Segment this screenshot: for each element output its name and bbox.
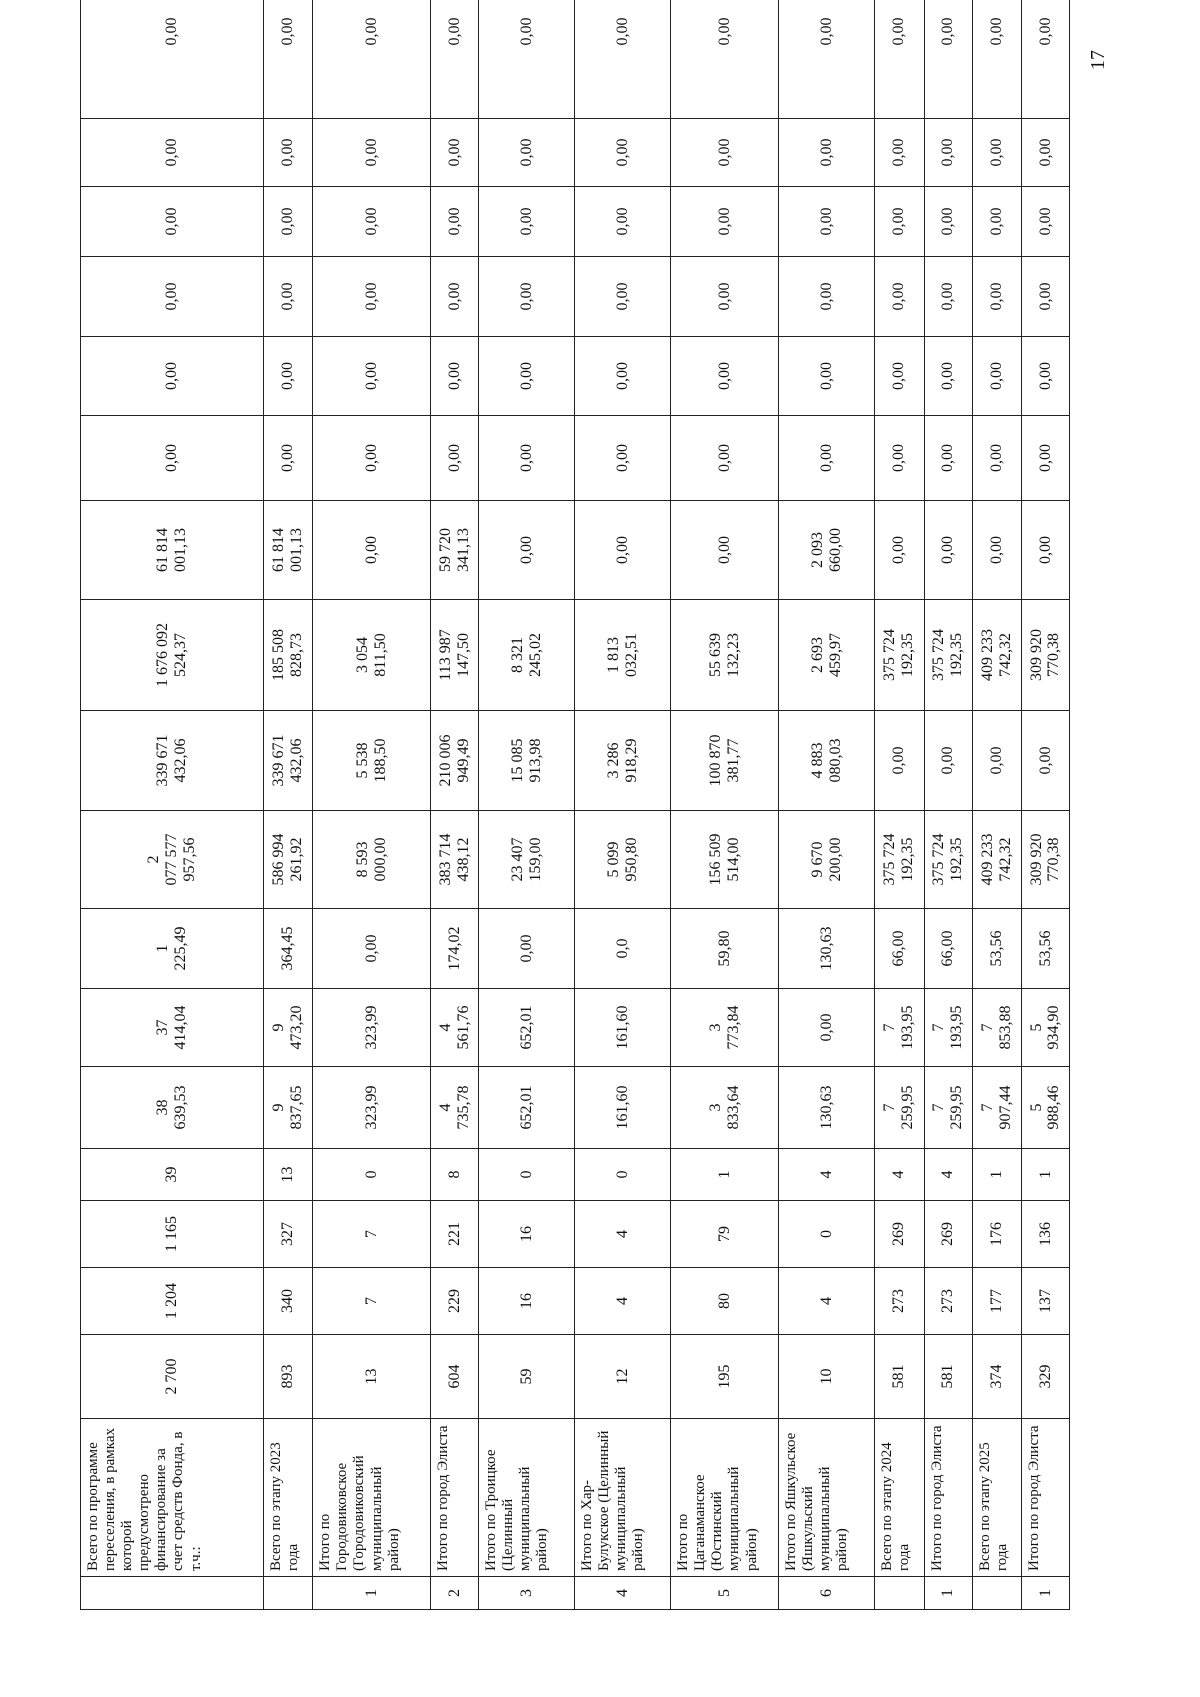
value-cell: 0,00 [924,257,972,337]
row-number-cell [972,1577,1021,1610]
value-cell: 1 [972,1149,1021,1201]
value-cell: 9 473,20 [263,989,312,1067]
value-cell: 174,02 [431,909,479,989]
row-number-cell: 5 [671,1577,779,1610]
value-cell: 79 [671,1201,779,1268]
value-cell: 0,00 [779,0,875,119]
value-cell: 1 676 092 524,37 [81,600,264,711]
value-cell: 0,00 [1021,711,1069,811]
value-cell: 0,00 [431,119,479,187]
row-name-cell: Итого по город Элиста [431,1419,479,1577]
table-row [972,0,1021,1610]
row-name-cell: Итого по город Элиста [1021,1419,1069,1577]
value-cell: 13 [313,1335,431,1419]
value-cell: 5 988,46 [1021,1067,1069,1149]
value-cell: 893 [263,1335,312,1419]
value-cell: 176 [972,1201,1021,1268]
value-cell: 375 724 192,35 [875,600,924,711]
value-cell: 4 883 080,03 [779,711,875,811]
value-cell: 3 286 918,29 [575,711,671,811]
value-cell: 4 [779,1268,875,1335]
value-cell: 3 833,64 [671,1067,779,1149]
row-number-cell: 6 [779,1577,875,1610]
value-cell: 0,00 [431,187,479,257]
row-number-cell [875,1577,924,1610]
value-cell: 0,00 [671,501,779,600]
row-number-cell: 1 [924,1577,972,1610]
value-cell: 0,00 [1021,0,1069,119]
value-cell: 0,00 [671,119,779,187]
value-cell: 13 [263,1149,312,1201]
value-cell: 7 853,88 [972,989,1021,1067]
value-cell: 5 538 188,50 [313,711,431,811]
value-cell: 581 [924,1335,972,1419]
value-cell: 0,00 [479,416,575,501]
value-cell: 210 006 949,49 [431,711,479,811]
value-cell: 0,00 [263,337,312,416]
value-cell: 4 [875,1149,924,1201]
value-cell: 0,00 [875,501,924,600]
value-cell: 130,63 [779,1067,875,1149]
value-cell: 0,00 [263,416,312,501]
value-cell: 0,00 [479,501,575,600]
row-name-cell: Всего по этапу 2025 года [972,1419,1021,1577]
value-cell: 0,00 [924,416,972,501]
value-cell: 0,00 [875,0,924,119]
value-cell: 37 414,04 [81,989,264,1067]
value-cell: 0,00 [875,337,924,416]
value-cell: 221 [431,1201,479,1268]
value-cell: 0,00 [431,257,479,337]
row-number-cell: 1 [313,1577,431,1610]
value-cell: 0,00 [575,337,671,416]
value-cell: 309 920 770,38 [1021,600,1069,711]
value-cell: 156 509 514,00 [671,811,779,909]
row-number-cell: 4 [575,1577,671,1610]
value-cell: 0,00 [81,187,264,257]
value-cell: 7 259,95 [875,1067,924,1149]
table-row [431,0,479,1610]
value-cell: 7 [313,1201,431,1268]
table-row [479,0,575,1610]
value-cell: 0,00 [779,119,875,187]
value-cell: 0,00 [779,257,875,337]
value-cell: 0,00 [924,187,972,257]
value-cell: 10 [779,1335,875,1419]
value-cell: 586 994 261,92 [263,811,312,909]
value-cell: 0,00 [431,0,479,119]
value-cell: 409 233 742,32 [972,600,1021,711]
value-cell: 5 099 950,80 [575,811,671,909]
value-cell: 0,00 [779,989,875,1067]
value-cell: 66,00 [875,909,924,989]
value-cell: 0,00 [924,501,972,600]
value-cell: 0,00 [972,187,1021,257]
value-cell: 0,00 [924,337,972,416]
value-cell: 136 [1021,1201,1069,1268]
value-cell: 2 077 577 957,56 [81,811,264,909]
value-cell: 0,00 [779,416,875,501]
value-cell: 0,00 [479,257,575,337]
value-cell: 0,00 [875,119,924,187]
table-row [575,0,671,1610]
value-cell: 652,01 [479,1067,575,1149]
value-cell: 130,63 [779,909,875,989]
value-cell: 0 [313,1149,431,1201]
rotated-table-container [80,17,1070,1610]
value-cell: 0,00 [479,909,575,989]
value-cell: 375 724 192,35 [924,600,972,711]
value-cell: 2 700 [81,1335,264,1419]
value-cell: 4 [575,1201,671,1268]
value-cell: 323,99 [313,989,431,1067]
value-cell: 273 [875,1268,924,1335]
value-cell: 16 [479,1268,575,1335]
value-cell: 4 [779,1149,875,1201]
value-cell: 0,00 [575,501,671,600]
value-cell: 0,00 [875,416,924,501]
value-cell: 9 837,65 [263,1067,312,1149]
value-cell: 1 813 032,51 [575,600,671,711]
value-cell: 339 671 432,06 [81,711,264,811]
value-cell: 66,00 [924,909,972,989]
value-cell: 0,00 [575,257,671,337]
value-cell: 364,45 [263,909,312,989]
value-cell: 409 233 742,32 [972,811,1021,909]
value-cell: 374 [972,1335,1021,1419]
value-cell: 0,00 [313,501,431,600]
value-cell: 7 259,95 [924,1067,972,1149]
value-cell: 383 714 438,12 [431,811,479,909]
value-cell: 3 054 811,50 [313,600,431,711]
value-cell: 604 [431,1335,479,1419]
value-cell: 53,56 [972,909,1021,989]
value-cell: 0,00 [313,337,431,416]
value-cell: 4 [924,1149,972,1201]
value-cell: 0,0 [575,909,671,989]
table-row [875,0,924,1610]
value-cell: 0,00 [1021,337,1069,416]
value-cell: 1 [671,1149,779,1201]
value-cell: 339 671 432,06 [263,711,312,811]
value-cell: 0,00 [313,257,431,337]
value-cell: 0 [575,1149,671,1201]
row-number-cell [263,1577,312,1610]
value-cell: 0,00 [875,711,924,811]
value-cell: 0,00 [875,257,924,337]
value-cell: 0,00 [779,187,875,257]
value-cell: 55 639 132,23 [671,600,779,711]
value-cell: 0,00 [1021,187,1069,257]
table-row [924,0,972,1610]
value-cell: 12 [575,1335,671,1419]
value-cell: 15 085 913,98 [479,711,575,811]
row-name-cell: Итого по Городовиковское (Городовиковский муниципальный район) [313,1419,431,1577]
value-cell: 0,00 [671,416,779,501]
value-cell: 0,00 [479,337,575,416]
value-cell: 0,00 [263,187,312,257]
value-cell: 195 [671,1335,779,1419]
value-cell: 61 814 001,13 [263,501,312,600]
value-cell: 0,00 [313,909,431,989]
value-cell: 269 [924,1201,972,1268]
table-row [1021,0,1069,1610]
value-cell: 0,00 [1021,119,1069,187]
value-cell: 0,00 [81,0,264,119]
value-cell: 229 [431,1268,479,1335]
value-cell: 0,00 [575,119,671,187]
value-cell: 0,00 [575,0,671,119]
value-cell: 0,00 [972,711,1021,811]
value-cell: 59 [479,1335,575,1419]
value-cell: 7 [313,1268,431,1335]
value-cell: 38 639,53 [81,1067,264,1149]
value-cell: 0,00 [575,416,671,501]
value-cell: 0,00 [875,187,924,257]
value-cell: 581 [875,1335,924,1419]
value-cell: 329 [1021,1335,1069,1419]
value-cell: 137 [1021,1268,1069,1335]
value-cell: 9 670 200,00 [779,811,875,909]
row-name-cell: Всего по этапу 2024 года [875,1419,924,1577]
row-number-cell [81,1577,264,1610]
value-cell: 0,00 [924,0,972,119]
value-cell: 0,00 [263,119,312,187]
value-cell: 7 907,44 [972,1067,1021,1149]
value-cell: 8 321 245,02 [479,600,575,711]
value-cell: 340 [263,1268,312,1335]
value-cell: 309 920 770,38 [1021,811,1069,909]
value-cell: 0,00 [479,119,575,187]
resettlement-finance-table [80,0,1070,1610]
value-cell: 0,00 [671,187,779,257]
table-row [263,0,312,1610]
value-cell: 0,00 [779,337,875,416]
row-number-cell: 2 [431,1577,479,1610]
value-cell: 323,99 [313,1067,431,1149]
value-cell: 39 [81,1149,264,1201]
value-cell: 2 093 660,00 [779,501,875,600]
value-cell: 0,00 [313,0,431,119]
row-name-cell: Всего по этапу 2023 года [263,1419,312,1577]
table-row [81,0,264,1610]
value-cell: 61 814 001,13 [81,501,264,600]
page-number: 17 [1086,50,1109,70]
value-cell: 0 [479,1149,575,1201]
table-row [671,0,779,1610]
value-cell: 161,60 [575,1067,671,1149]
value-cell: 0,00 [972,119,1021,187]
value-cell: 0,00 [81,337,264,416]
value-cell: 0,00 [972,416,1021,501]
row-name-cell: Итого по Цаганаманское (Юстинский муниципальный район) [671,1419,779,1577]
value-cell: 1 204 [81,1268,264,1335]
value-cell: 0,00 [81,416,264,501]
value-cell: 4 735,78 [431,1067,479,1149]
row-name-cell: Итого по город Элиста [924,1419,972,1577]
value-cell: 113 987 147,50 [431,600,479,711]
value-cell: 0,00 [924,119,972,187]
value-cell: 23 407 159,00 [479,811,575,909]
value-cell: 0,00 [313,119,431,187]
row-name-cell: Всего по программе переселения, в рамках которой предусмотрено финансирование за счет средств Фонда, в т.ч.: [81,1419,264,1577]
value-cell: 0,00 [671,0,779,119]
value-cell: 0,00 [972,257,1021,337]
row-name-cell: Итого по Яшкульское (Яшкульский муниципальный район) [779,1419,875,1577]
value-cell: 375 724 192,35 [875,811,924,909]
value-cell: 375 724 192,35 [924,811,972,909]
value-cell: 7 193,95 [875,989,924,1067]
value-cell: 0,00 [431,337,479,416]
value-cell: 0,00 [671,257,779,337]
value-cell: 100 870 381,77 [671,711,779,811]
value-cell: 0,00 [1021,501,1069,600]
value-cell: 80 [671,1268,779,1335]
row-number-cell: 3 [479,1577,575,1610]
value-cell: 5 934,90 [1021,989,1069,1067]
value-cell: 53,56 [1021,909,1069,989]
value-cell: 4 561,76 [431,989,479,1067]
row-name-cell: Итого по Троицкое (Целинный муниципальный район) [479,1419,575,1577]
row-name-cell: Итого по Хар-Булукское (Целинный муниципальный район) [575,1419,671,1577]
value-cell: 0,00 [81,257,264,337]
table-row [779,0,875,1610]
value-cell: 8 593 000,00 [313,811,431,909]
value-cell: 269 [875,1201,924,1268]
value-cell: 0,00 [263,0,312,119]
value-cell: 4 [575,1268,671,1335]
value-cell: 0,00 [972,501,1021,600]
value-cell: 177 [972,1268,1021,1335]
value-cell: 0,00 [313,187,431,257]
value-cell: 0,00 [1021,257,1069,337]
value-cell: 0,00 [1021,416,1069,501]
table-row [313,0,431,1610]
value-cell: 0,00 [671,337,779,416]
value-cell: 1 225,49 [81,909,264,989]
row-number-cell: 1 [1021,1577,1069,1610]
value-cell: 59,80 [671,909,779,989]
value-cell: 0,00 [575,187,671,257]
value-cell: 0,00 [431,416,479,501]
value-cell: 273 [924,1268,972,1335]
value-cell: 0,00 [479,0,575,119]
value-cell: 0,00 [972,337,1021,416]
value-cell: 59 720 341,13 [431,501,479,600]
value-cell: 185 508 828,73 [263,600,312,711]
value-cell: 8 [431,1149,479,1201]
value-cell: 0,00 [81,119,264,187]
value-cell: 0,00 [924,711,972,811]
value-cell: 0,00 [263,257,312,337]
value-cell: 0 [779,1201,875,1268]
value-cell: 1 [1021,1149,1069,1201]
value-cell: 2 693 459,97 [779,600,875,711]
value-cell: 16 [479,1201,575,1268]
value-cell: 0,00 [479,187,575,257]
value-cell: 161,60 [575,989,671,1067]
value-cell: 0,00 [313,416,431,501]
value-cell: 652,01 [479,989,575,1067]
value-cell: 0,00 [972,0,1021,119]
value-cell: 7 193,95 [924,989,972,1067]
value-cell: 327 [263,1201,312,1268]
value-cell: 1 165 [81,1201,264,1268]
value-cell: 3 773,84 [671,989,779,1067]
